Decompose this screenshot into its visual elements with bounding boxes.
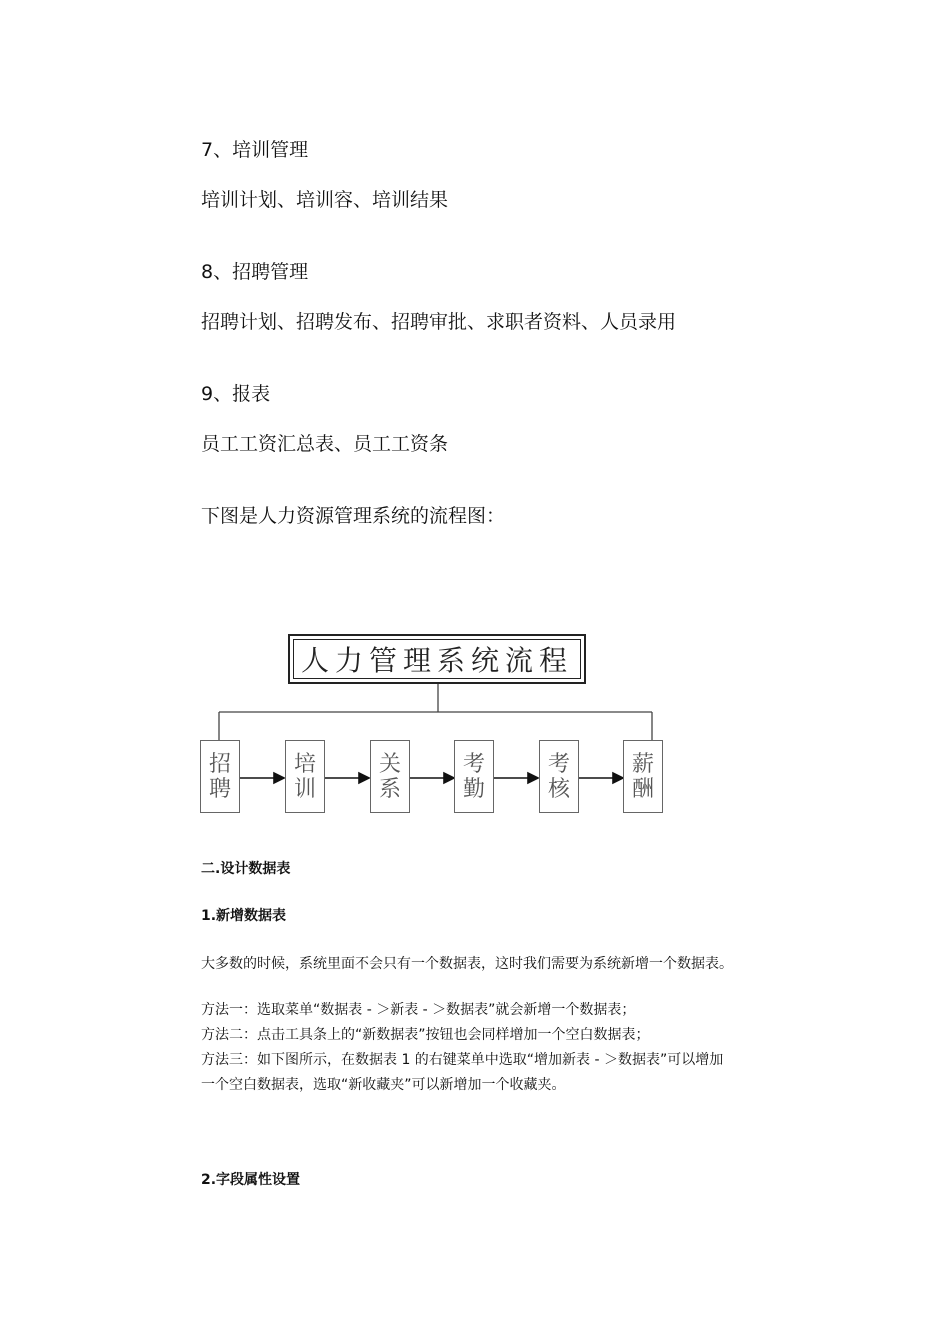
method-three-line2: 一个空白数据表，选取“新收藏夹”可以新增加一个收藏夹。: [201, 1077, 566, 1093]
flowchart-intro: 下图是人力资源管理系统的流程图：: [201, 505, 506, 527]
subheading-field-properties: 2.字段属性设置: [201, 1172, 301, 1188]
section-body-reports: 员工工资汇总表、员工工资条: [201, 433, 449, 455]
section-heading-recruiting: 8、招聘管理: [201, 261, 309, 283]
flowchart-title-box: [288, 634, 586, 684]
section-body-recruiting: 招聘计划、招聘发布、招聘审批、求职者资料、人员录用: [201, 311, 677, 333]
flowchart-title: 人力管理系统流程: [293, 639, 581, 679]
section-heading-training: 7、培训管理: [201, 139, 309, 161]
method-three-line1: 方法三：如下图所示，在数据表 1 的右键菜单中选取“增加新表 - ＞数据表”可以增加: [201, 1052, 724, 1068]
flow-node-salary: 薪 酬: [623, 740, 663, 813]
flow-node-relations: 关 系: [370, 740, 410, 813]
paragraph-new-table: 大多数的时候，系统里面不会只有一个数据表，这时我们需要为系统新增一个数据表。: [201, 956, 733, 972]
section-body-training: 培训计划、培训容、培训结果: [201, 189, 449, 211]
subheading-new-table: 1.新增数据表: [201, 908, 287, 924]
flow-node-recruiting: 招 聘: [200, 740, 240, 813]
part2-heading: 二.设计数据表: [201, 861, 291, 877]
section-heading-reports: 9、报表: [201, 383, 271, 405]
flow-node-attendance: 考 勤: [454, 740, 494, 813]
method-one: 方法一：选取菜单“数据表 - ＞新表 - ＞数据表”就会新增一个数据表；: [201, 1002, 636, 1018]
flow-node-training: 培 训: [285, 740, 325, 813]
flow-node-appraisal: 考 核: [539, 740, 579, 813]
method-two: 方法二：点击工具条上的“新数据表”按钮也会同样增加一个空白数据表；: [201, 1027, 650, 1043]
